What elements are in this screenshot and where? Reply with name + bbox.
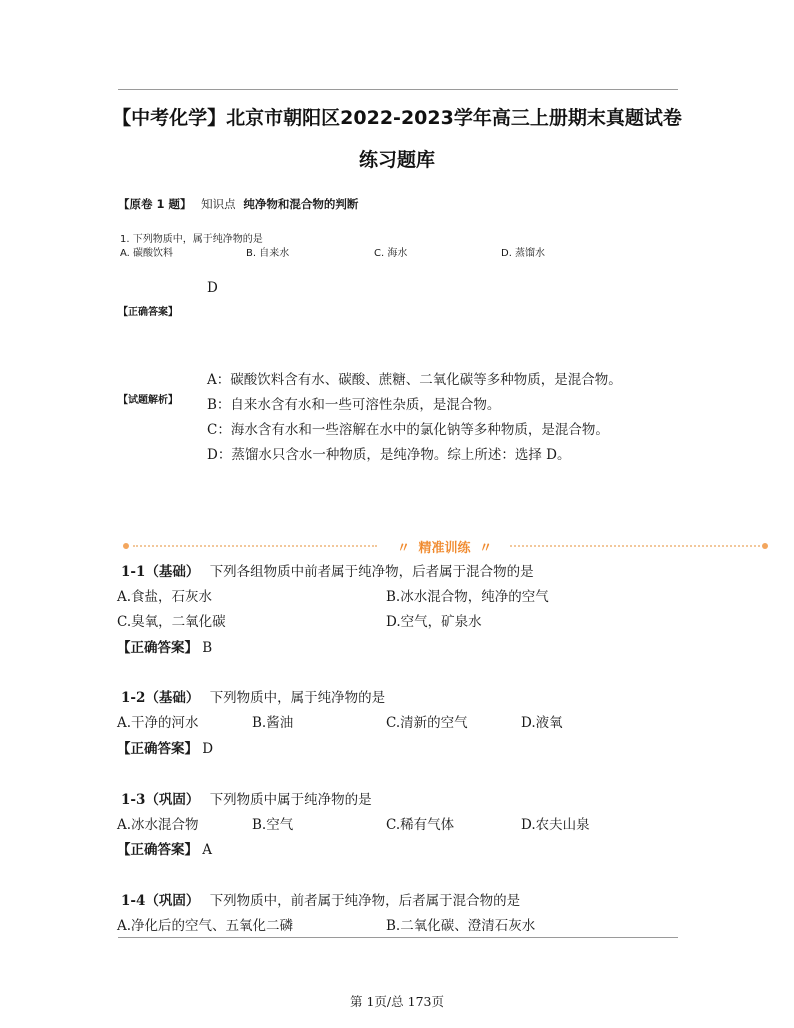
practice-number: 1-4 [121,893,146,909]
document-title-line1: 【中考化学】北京市朝阳区2022-2023学年高三上册期末真题试卷 [112,107,682,129]
original-option-a: A. 碳酸饮料 [120,248,174,259]
practice-1-2-option-d: D.液氧 [521,715,563,731]
header-rule [118,89,678,90]
page-number: 第 1页/总 173页 [350,994,444,1009]
footer-rule [118,937,678,938]
practice-1-4-stem-line [121,889,520,909]
practice-1-3-answer [117,838,212,858]
practice-stem: 下列物质中，前者属于纯净物，后者属于混合物的是 [209,893,521,909]
original-question-header [118,196,358,212]
analysis-label: 【试题解析】 [118,395,178,406]
practice-level: （基础） [145,564,200,580]
section-banner [397,537,492,556]
practice-stem: 下列物质中属于纯净物的是 [209,792,372,808]
practice-1-4-option-a: A.净化后的空气、五氧化二磷 [117,918,294,934]
divider-left-dot [123,543,129,549]
answer-label: 【正确答案】 [117,640,198,656]
knowledge-prefix: 知识点 [201,197,236,211]
practice-1-1-option-d: D.空气，矿泉水 [386,614,482,630]
banner-left-slash-icon: 〃 [397,541,411,556]
practice-number: 1-1 [121,564,146,580]
practice-1-2-option-a: A.干净的河水 [117,715,199,731]
original-question-stem: 1. 下列物质中，属于纯净物的是 [120,234,263,245]
practice-1-2-option-c: C.清新的空气 [386,715,468,731]
practice-number: 1-3 [121,792,146,808]
original-answer-label: 【正确答案】 [118,307,178,318]
analysis-line-a: A：碳酸饮料含有水、碳酸、蔗糖、二氧化碳等多种物质，是混合物。 [207,372,622,388]
answer-label: 【正确答案】 [117,741,198,757]
section-banner-title: 精准训练 [418,541,471,556]
practice-number: 1-2 [121,690,146,706]
practice-1-1-option-a: A.食盐，石灰水 [117,589,213,605]
divider-left-line [133,545,377,547]
analysis-line-c: C：海水含有水和一些溶解在水中的氯化钠等多种物质，是混合物。 [207,422,609,438]
practice-level: （巩固） [145,792,200,808]
practice-1-2-answer [117,737,213,757]
practice-level: （基础） [145,690,200,706]
answer-value: B [202,640,213,656]
banner-right-slash-icon: 〃 [479,541,493,556]
practice-1-3-option-b: B.空气 [252,817,294,833]
knowledge-point: 纯净物和混合物的判断 [243,197,359,211]
practice-1-1-option-b: B.冰水混合物，纯净的空气 [386,589,549,605]
practice-1-3-option-a: A.冰水混合物 [117,817,199,833]
practice-1-3-option-c: C.稀有气体 [386,817,455,833]
original-question-tag: 【原卷 1 题】 [118,197,192,211]
practice-1-1-option-c: C.臭氧，二氧化碳 [117,614,226,630]
practice-1-1-stem-line [121,560,534,580]
practice-1-3-option-d: D.农夫山泉 [521,817,590,833]
practice-1-1-answer [117,636,212,656]
document-title-line2: 练习题库 [358,149,435,171]
answer-value: D [202,741,214,757]
divider-right-line [510,545,760,547]
practice-stem: 下列各组物质中前者属于纯净物，后者属于混合物的是 [209,564,534,580]
practice-1-2-option-b: B.酱油 [252,715,294,731]
answer-label: 【正确答案】 [117,842,198,858]
practice-1-2-stem-line [121,686,385,706]
original-option-b: B. 自来水 [246,248,290,259]
original-option-c: C. 海水 [374,248,408,259]
original-option-d: D. 蒸馏水 [501,248,546,259]
analysis-line-b: B：自来水含有水和一些可溶性杂质，是混合物。 [207,397,501,413]
practice-1-3-stem-line [121,788,372,808]
practice-stem: 下列物质中，属于纯净物的是 [209,690,386,706]
answer-value: A [202,842,213,858]
practice-1-4-option-b: B.二氧化碳、澄清石灰水 [386,918,536,934]
practice-level: （巩固） [145,893,200,909]
divider-right-dot [762,543,768,549]
original-answer-value: D [207,280,218,296]
analysis-line-d: D：蒸馏水只含水一种物质，是纯净物。综上所述：选择 D。 [207,447,571,463]
